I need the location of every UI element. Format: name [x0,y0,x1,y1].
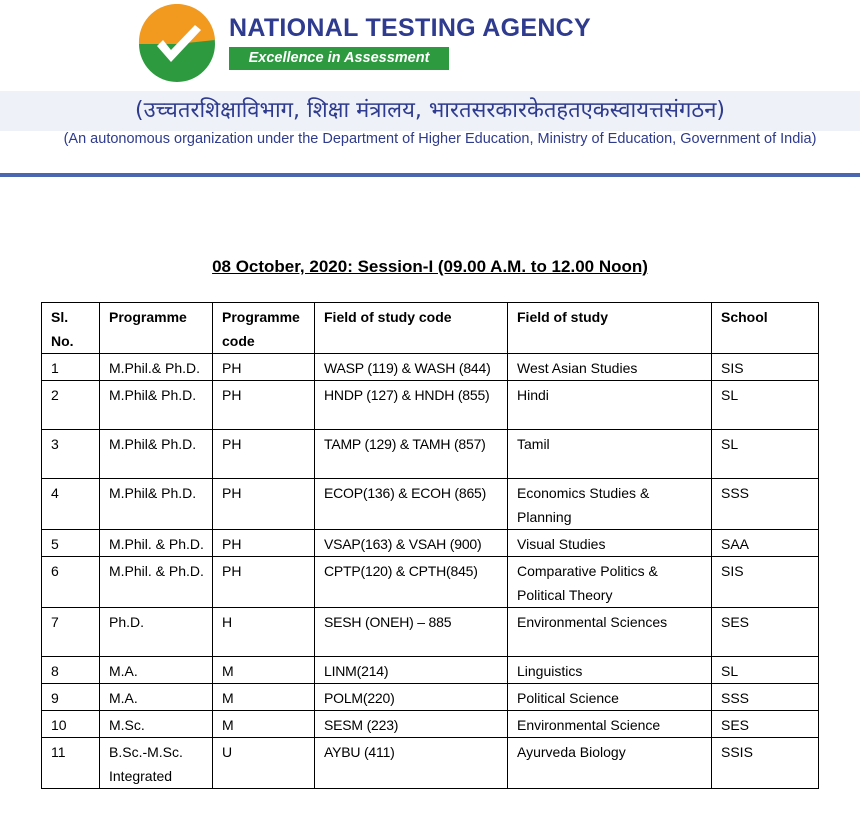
table-row [42,608,819,657]
table-row [42,354,819,381]
cell-code: PH [213,354,315,381]
table-row [42,530,819,557]
table-row [42,738,819,789]
table-row [42,430,819,479]
cell-sl: 6 [42,557,100,608]
cell-field-code: WASP (119) & WASH (844) [315,354,508,381]
cell-programme: M.Phil.& Ph.D. [100,354,213,381]
cell-school: SL [712,657,819,684]
header-field-code: Field of study code [315,303,508,354]
cell-school: SIS [712,354,819,381]
cell-field: Linguistics [508,657,712,684]
cell-code: M [213,657,315,684]
table-row [42,479,819,530]
cell-code: M [213,684,315,711]
cell-programme: M.Phil. & Ph.D. [100,530,213,557]
cell-sl: 10 [42,711,100,738]
cell-field: Environmental Sciences [508,608,712,657]
cell-field: Comparative Politics & Political Theory [508,557,712,608]
cell-code: H [213,608,315,657]
agency-tagline: Excellence in Assessment [229,47,449,70]
cell-field-code: TAMP (129) & TAMH (857) [315,430,508,479]
cell-sl: 2 [42,381,100,430]
cell-programme: M.Sc. [100,711,213,738]
cell-school: SAA [712,530,819,557]
cell-sl: 1 [42,354,100,381]
cell-field: Political Science [508,684,712,711]
agency-name: NATIONAL TESTING AGENCY [229,14,592,42]
cell-field-code: LINM(214) [315,657,508,684]
header-school: School [712,303,819,354]
cell-code: PH [213,530,315,557]
cell-sl: 8 [42,657,100,684]
cell-programme: B.Sc.-M.Sc. Integrated [100,738,213,789]
cell-sl: 11 [42,738,100,789]
cell-field-code: SESH (ONEH) – 885 [315,608,508,657]
cell-code: U [213,738,315,789]
header-sl-no: Sl. No. [42,303,100,354]
cell-programme: M.A. [100,657,213,684]
cell-field: Hindi [508,381,712,430]
cell-school: SES [712,711,819,738]
cell-field-code: CPTP(120) & CPTH(845) [315,557,508,608]
cell-sl: 5 [42,530,100,557]
cell-field-code: HNDP (127) & HNDH (855) [315,381,508,430]
cell-programme: M.Phil& Ph.D. [100,430,213,479]
cell-school: SIS [712,557,819,608]
cell-programme: M.Phil& Ph.D. [100,479,213,530]
cell-field: West Asian Studies [508,354,712,381]
hindi-subtitle: (उच्चतरशिक्षाविभाग, शिक्षा मंत्रालय, भारतसरकारकेतहतएकस्वायत्तसंगठन) [135,98,725,123]
exam-schedule-table [41,302,819,789]
cell-code: PH [213,557,315,608]
cell-programme: M.Phil& Ph.D. [100,381,213,430]
cell-sl: 3 [42,430,100,479]
cell-code: PH [213,430,315,479]
nta-logo-icon [135,4,219,84]
cell-field-code: VSAP(163) & VSAH (900) [315,530,508,557]
header-divider [0,173,860,177]
table-row [42,657,819,684]
cell-programme: M.Phil. & Ph.D. [100,557,213,608]
table-row [42,557,819,608]
page-header [0,0,860,180]
cell-code: PH [213,479,315,530]
cell-school: SES [712,608,819,657]
cell-sl: 9 [42,684,100,711]
cell-programme: Ph.D. [100,608,213,657]
cell-field: Visual Studies [508,530,712,557]
cell-school: SL [712,381,819,430]
cell-field: Economics Studies & Planning [508,479,712,530]
table-header-row [42,303,819,354]
cell-field-code: AYBU (411) [315,738,508,789]
cell-field-code: POLM(220) [315,684,508,711]
cell-school: SSS [712,479,819,530]
cell-field: Environmental Science [508,711,712,738]
cell-field: Ayurveda Biology [508,738,712,789]
table-row [42,381,819,430]
session-title: 08 October, 2020: Session-I (09.00 A.M. to 12.00 Noon) [212,257,648,276]
cell-programme: M.A. [100,684,213,711]
cell-sl: 7 [42,608,100,657]
cell-school: SSS [712,684,819,711]
header-programme-code: Programme code [213,303,315,354]
cell-field-code: ECOP(136) & ECOH (865) [315,479,508,530]
header-field: Field of study [508,303,712,354]
cell-field: Tamil [508,430,712,479]
table-row [42,711,819,738]
english-subtitle: (An autonomous organization under the Department of Higher Education, Ministry of Education, Government of India) [63,131,817,147]
cell-sl: 4 [42,479,100,530]
table-row [42,684,819,711]
cell-field-code: SESM (223) [315,711,508,738]
cell-school: SSIS [712,738,819,789]
cell-code: PH [213,381,315,430]
header-programme: Programme [100,303,213,354]
cell-code: M [213,711,315,738]
cell-school: SL [712,430,819,479]
